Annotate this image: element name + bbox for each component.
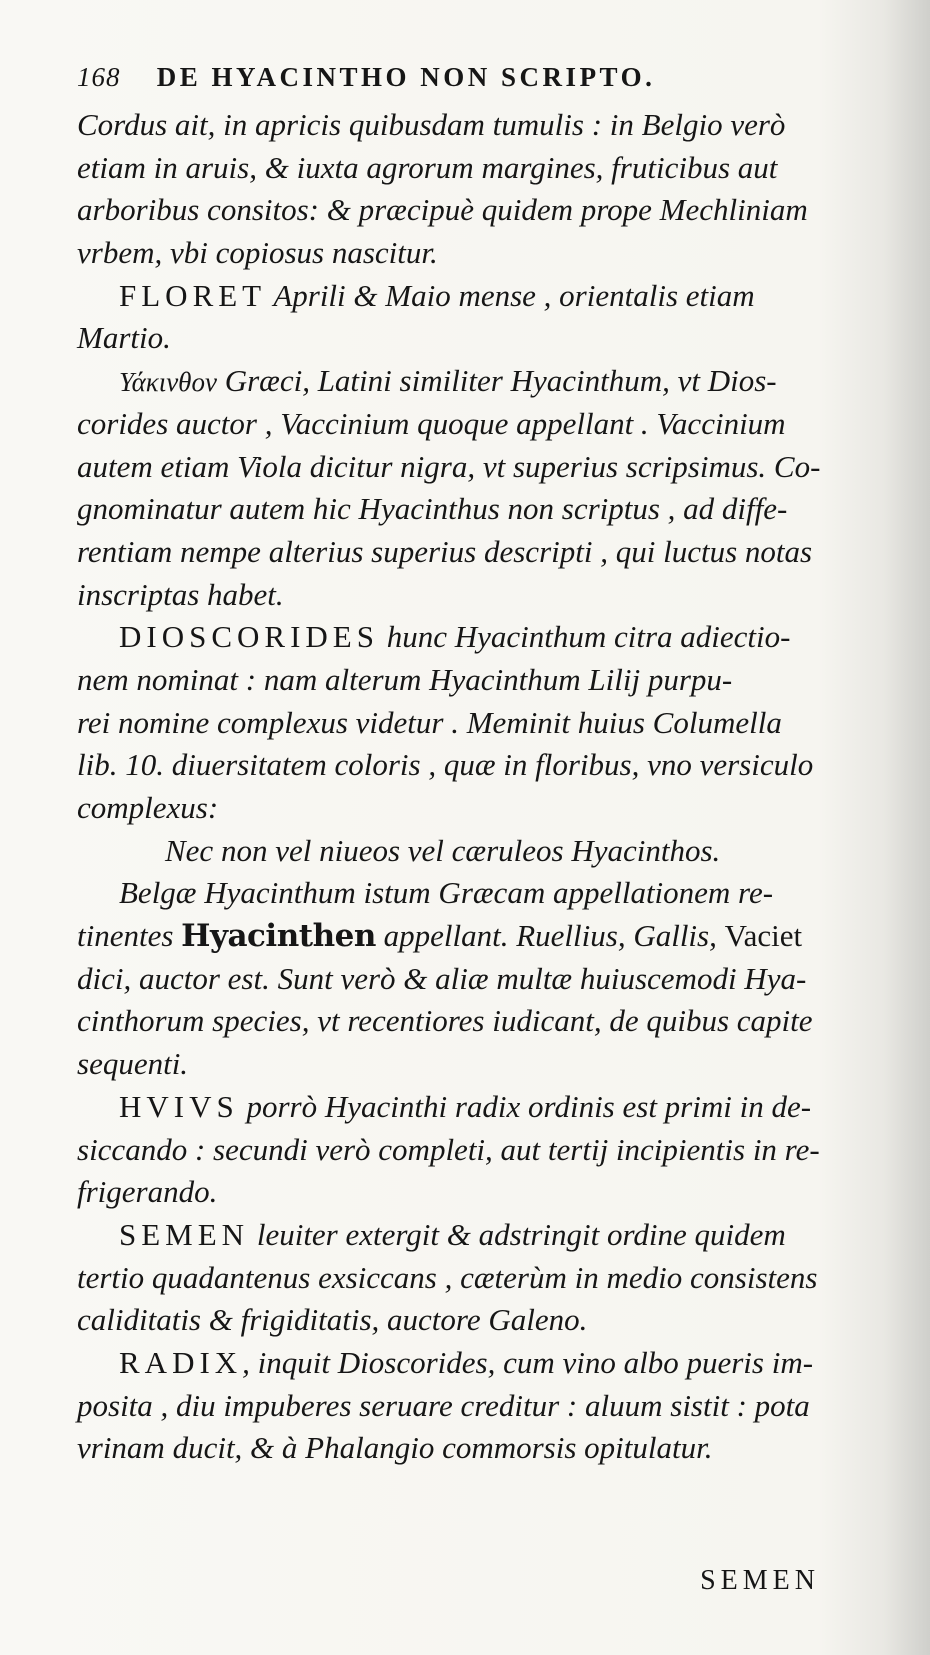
text-line: sequenti. xyxy=(77,1046,189,1082)
text-line: tertio quadantenus exsiccans , cæterùm in medio consistens xyxy=(77,1259,818,1295)
small-caps-lead: DIOSCORIDES xyxy=(119,619,379,655)
paragraph-start-radix: RADIX, inquit Dioscorides, cum vino albo pueris im- xyxy=(119,1344,814,1380)
running-head xyxy=(77,62,655,93)
text-line: rentiam nempe alterius superius descripti , qui luctus notas xyxy=(77,533,813,569)
text-line: tinentes Hyacinthen appellant. Ruellius, Gallis, Vaciet xyxy=(77,918,803,955)
paragraph-start-dioscorides: DIOSCORIDES hunc Hyacinthum citra adiectio- xyxy=(119,619,791,655)
text-line: Martio. xyxy=(77,320,171,356)
text-line: inscriptas habet. xyxy=(77,576,284,612)
paragraph-start-huius: HVIVS porrò Hyacinthi radix ordinis est primi in de- xyxy=(119,1088,812,1124)
roman-word: Vaciet xyxy=(724,918,803,954)
paragraph-start-belgae: Belgæ Hyacinthum istum Græcam appellationem re- xyxy=(119,875,774,911)
greek-word: Υάκινθον xyxy=(119,367,217,398)
text-line: complexus: xyxy=(77,790,219,825)
page-title: DE HYACINTHO NON SCRIPTO. xyxy=(156,62,656,92)
text-line: autem etiam Viola dicitur nigra, vt superius scripsimus. Co- xyxy=(77,448,821,484)
verse-quote: Nec non vel niueos vel cæruleos Hyacinthos. xyxy=(165,832,721,868)
text-line: etiam in aruis, & iuxta agrorum margines, fruticibus aut xyxy=(77,149,778,185)
text-line: lib. 10. diuersitatem coloris , quæ in floribus, vno versiculo xyxy=(77,747,814,783)
text-line: gnominatur autem hic Hyacinthus non scriptus , ad diffe- xyxy=(77,491,788,527)
text-line: nem nominat : nam alterum Hyacinthum Lilij purpu- xyxy=(77,661,733,697)
text-line: siccando : secundi verò completi, aut tertij incipientis in re- xyxy=(77,1131,820,1167)
page-number: 168 xyxy=(77,62,121,92)
text-line: Cordus ait, in apricis quibusdam tumulis : in Belgio verò xyxy=(77,107,786,142)
text-line: arboribus consitos: & præcipuè quidem prope Mechliniam xyxy=(77,192,808,228)
paragraph-start-greek: Υάκινθον Græci, Latini similiter Hyacinthum, vt Dios- xyxy=(119,363,777,399)
text-line: posita , diu impuberes seruare creditur : aluum sistit : pota xyxy=(77,1387,810,1423)
small-caps-lead: FLORET xyxy=(119,277,267,313)
text-line: vrbem, vbi copiosus nascitur. xyxy=(77,235,438,271)
text-line: dici, auctor est. Sunt verò & aliæ multæ huiuscemodi Hya- xyxy=(77,960,807,996)
text-line: vrinam ducit, & à Phalangio commorsis opitulatur. xyxy=(77,1430,713,1466)
small-caps-lead: HVIVS xyxy=(119,1088,239,1124)
body-text xyxy=(77,104,867,1470)
text-line: cinthorum species, vt recentiores iudicant, de quibus capite xyxy=(77,1003,813,1039)
small-caps-lead: SEMEN xyxy=(119,1216,250,1252)
blackletter-word: Hyacinthen xyxy=(181,918,376,955)
text-line: rei nomine complexus videtur . Meminit huius Columella xyxy=(77,704,782,740)
paragraph-start-semen: SEMEN leuiter extergit & adstringit ordine quidem xyxy=(119,1216,786,1252)
catchword: SEMEN xyxy=(700,1565,820,1596)
text-line: caliditatis & frigiditatis, auctore Galeno. xyxy=(77,1302,588,1338)
small-caps-lead: RADIX xyxy=(119,1344,243,1380)
text-line: corides auctor , Vaccinium quoque appellant . Vaccinium xyxy=(77,405,786,441)
text-line: frigerando. xyxy=(77,1174,218,1210)
paragraph-start-floret: FLORET Aprili & Maio mense , orientalis etiam xyxy=(119,277,755,313)
